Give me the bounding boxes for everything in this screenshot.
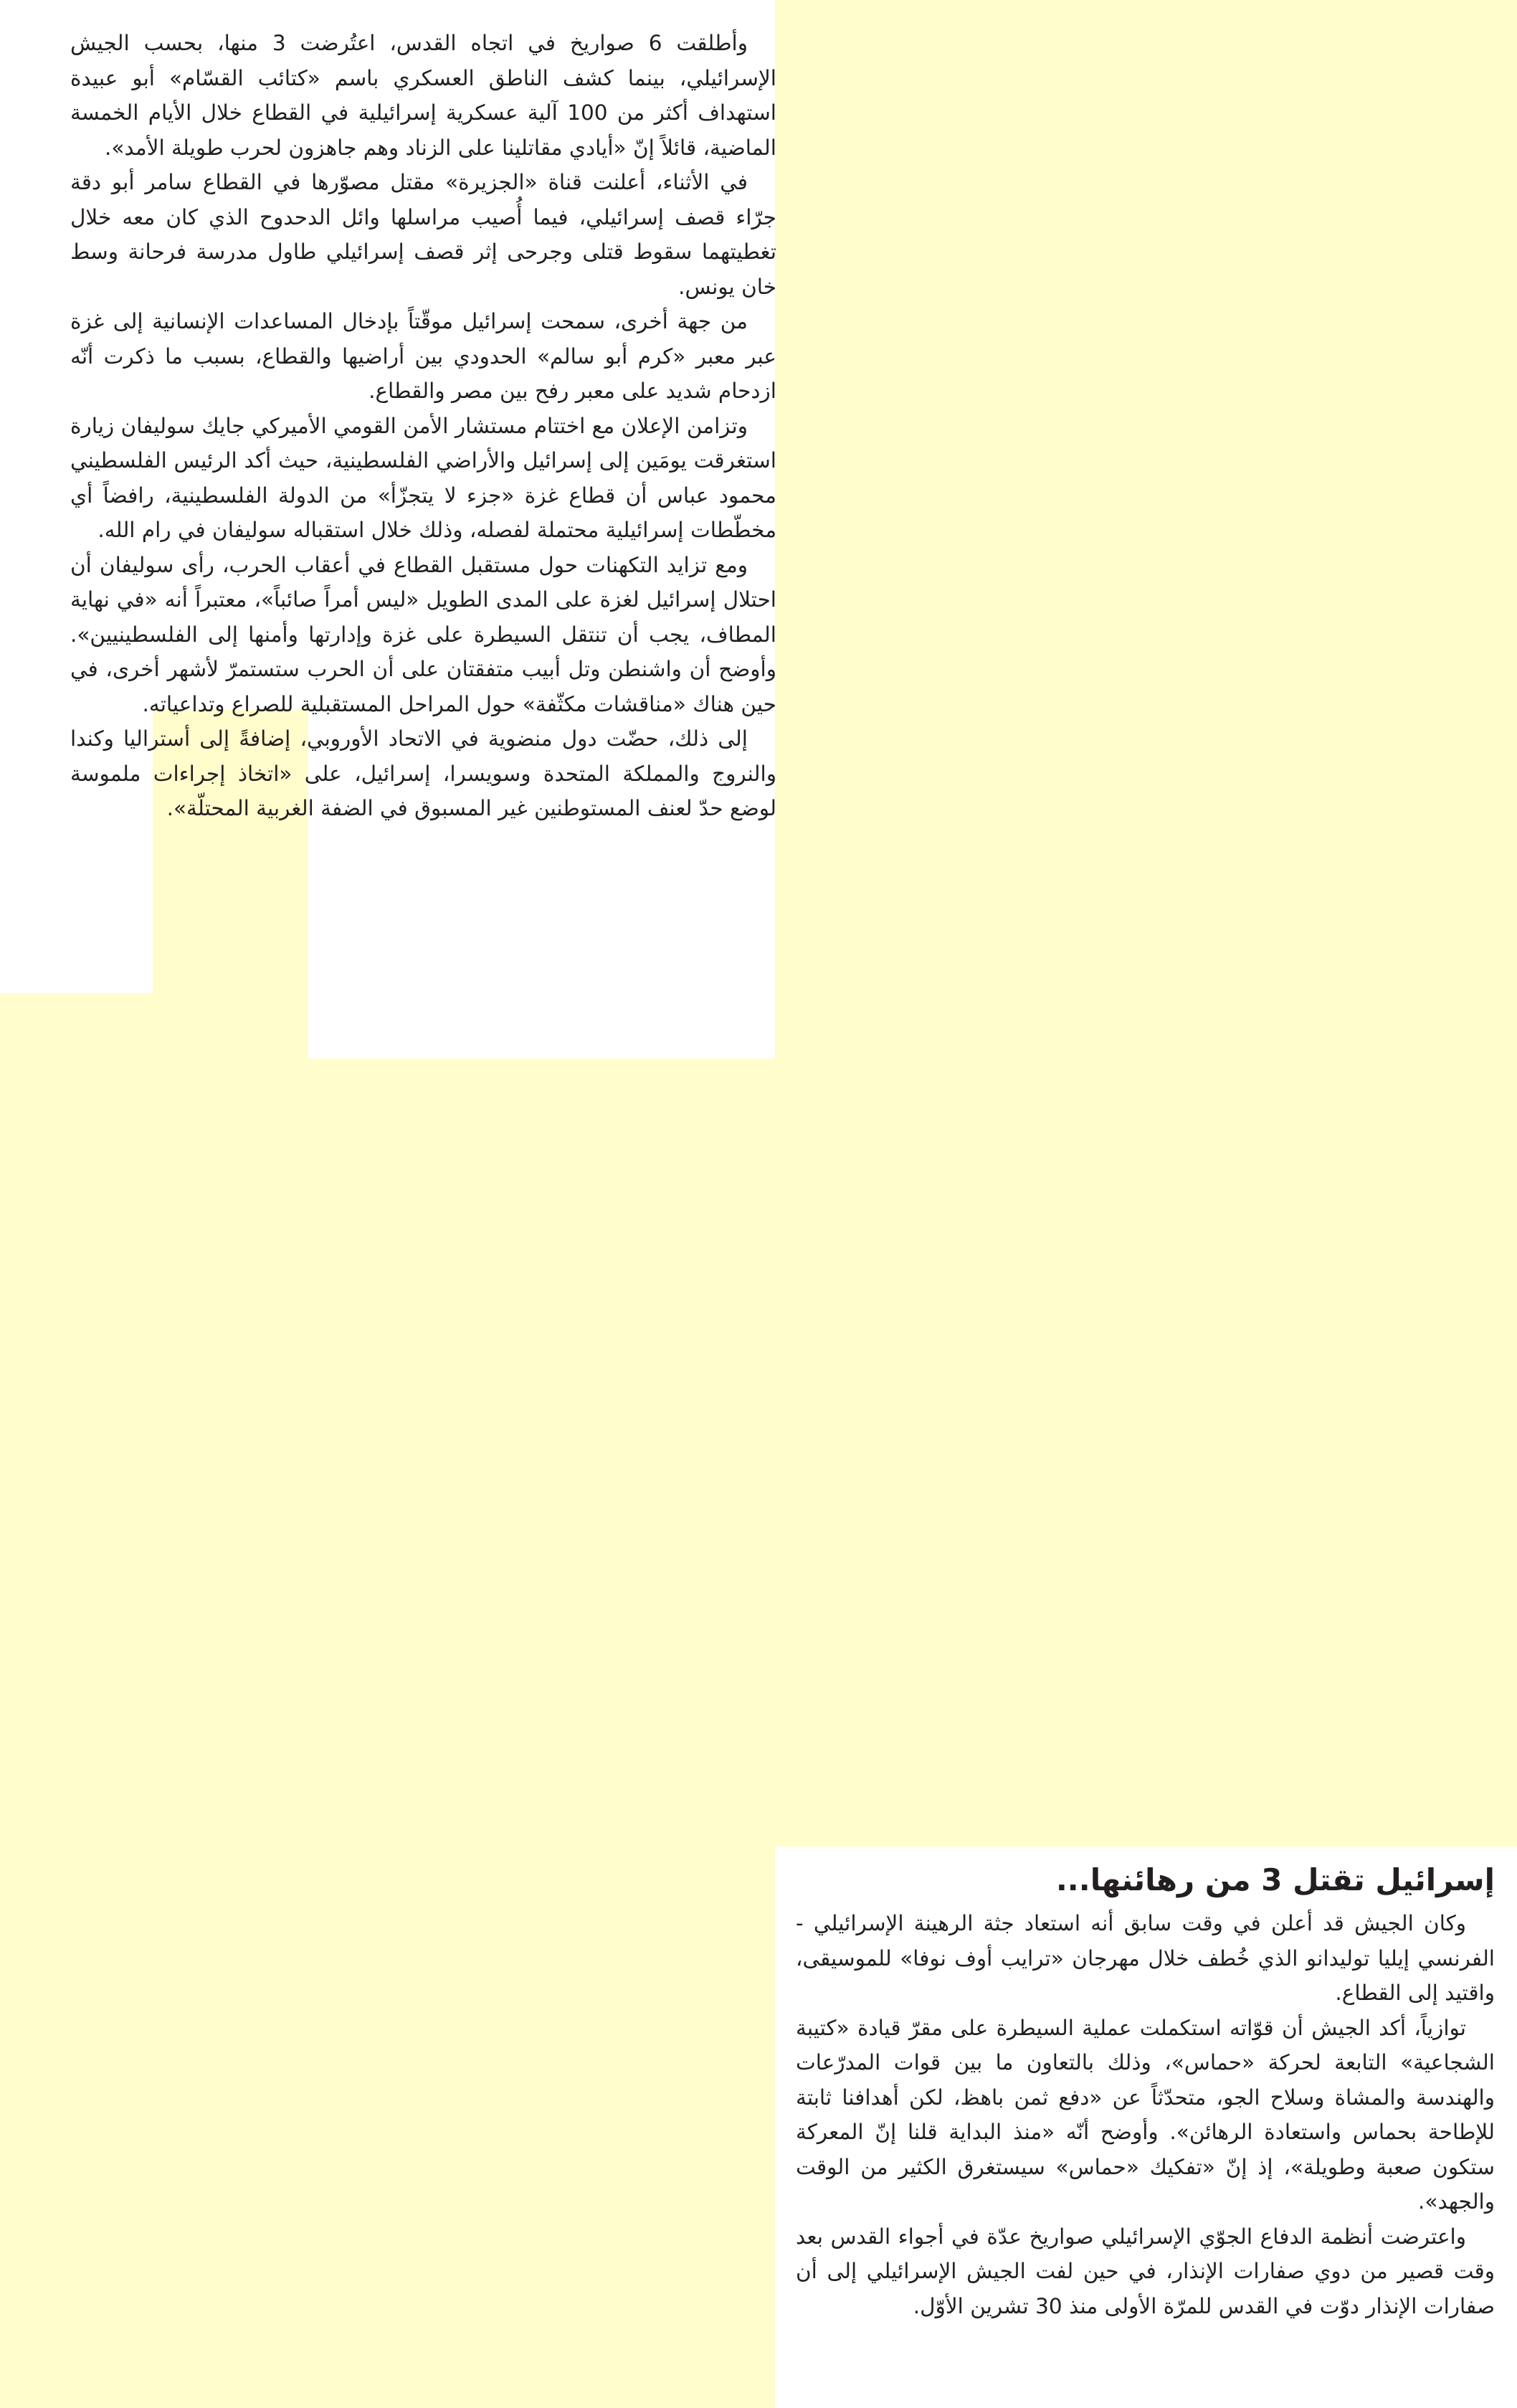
paragraph: واعترضت أنظمة الدفاع الجوّي الإسرائيلي صواريخ عدّة في أجواء القدس بعد وقت قصير من دوي صفارات الإنذار، في حين لفت الجيش الإسرائيلي إلى أن صفارات الإنذار دوّت في القدس للمرّة الأولى منذ 30 تشرين الأوّل. [796, 2224, 1495, 2318]
paragraph: إلى ذلك، حضّت دول منضوية في الاتحاد الأوروبي، إضافةً إلى أستراليا وكندا والنروج والمملكة المتحدة وسويسرا، إسرائيل، على «اتخاذ إجراءات ملموسة لوضع حدّ لعنف المستوطنين غير المسبوق في الضفة الغربية المحتلّة». [70, 726, 776, 820]
article-column-bottom [796, 1859, 1495, 2323]
paragraph: من جهة أخرى، سمحت إسرائيل موقّتاً بإدخال المساعدات الإنسانية إلى غزة عبر معبر «كرم أبو سالم» الحدودي بين أراضيها والقطاع، بسبب ما ذكرت أنّه ازدحام شديد على معبر رفح بين مصر والقطاع. [70, 309, 776, 403]
highlight-band [0, 993, 153, 1058]
paragraph: وأطلقت 6 صواريخ في اتجاه القدس، اعتُرضت 3 منها، بحسب الجيش الإسرائيلي، بينما كشف الناطق العسكري باسم «كتائب القسّام» أبو عبيدة استهداف أكثر من 100 آلية عسكرية إسرائيلية في القطاع خلال الأيام الخمسة الماضية، قائلاً إنّ «أيادي مقاتلينا على الزناد وهم جاهزون لحرب طويلة الأمد». [70, 31, 777, 160]
paragraph: وكان الجيش قد أعلن في وقت سابق أنه استعاد جثة الرهينة الإسرائيلي - الفرنسي إيليا توليدانو الذي خُطف خلال مهرجان «ترايب أوف نوفا» للموسيقى، واقتيد إلى القطاع. [796, 1911, 1495, 2005]
paragraph: توازياً، أكد الجيش أن قوّاته استكملت عملية السيطرة على مقرّ قيادة «كتيبة الشجاعية» التابعة لحركة «حماس»، وذلك بالتعاون ما بين قوات المدرّعات والهندسة والمشاة وسلاح الجو، متحدّثاً عن «دفع ثمن باهظ، لكن أهدافنا ثابتة للإطاحة بحماس واستعادة الرهائن». وأوضح أنّه «منذ البداية قلنا إنّ المعركة ستكون صعبة وطويلة»، إذ إنّ «تفكيك «حماس» سيستغرق الكثير من الوقت والجهد». [796, 2015, 1495, 2214]
paragraph: في الأثناء، أعلنت قناة «الجزيرة» مقتل مصوّرها في القطاع سامر أبو دقة جرّاء قصف إسرائيلي، فيما أُصيب مراسلها وائل الدحدوح الذي كان معه خلال تغطيتهما سقوط قتلى وجرحى إثر قصف إسرائيلي طاول مدرسة فرحانة وسط خان يونس. [70, 170, 776, 299]
paragraph: ومع تزايد التكهنات حول مستقبل القطاع في أعقاب الحرب، رأى سوليفان أن احتلال إسرائيل لغزة على المدى الطويل «ليس أمراً صائباً»، معتبراً أنه «في نهاية المطاف، يجب أن تنتقل السيطرة على غزة وإدارتها وأمنها إلى الفلسطينيين». وأوضح أن واشنطن وتل أبيب متفقتان على أن الحرب ستستمرّ لأشهر أخرى، في حين هناك «مناقشات مكثّفة» حول المراحل المستقبلية للصراع وتداعياته. [70, 552, 776, 716]
article-headline: إسرائيل تقتل 3 من رهائنها... [1055, 1862, 1495, 1897]
article-column-top [70, 26, 776, 826]
paragraph: وتزامن الإعلان مع اختتام مستشار الأمن القومي الأميركي جايك سوليفان زيارة استغرقت يومَين إلى إسرائيل والأراضي الفلسطينية، حيث أكد الرئيس الفلسطيني محمود عباس أن قطاع غزة «جزء لا يتجزّأ» من الدولة الفلسطينية، رافضاً أي مخطّطات إسرائيلية محتملة لفصله، وذلك خلال استقباله سوليفان في رام الله. [70, 413, 776, 542]
